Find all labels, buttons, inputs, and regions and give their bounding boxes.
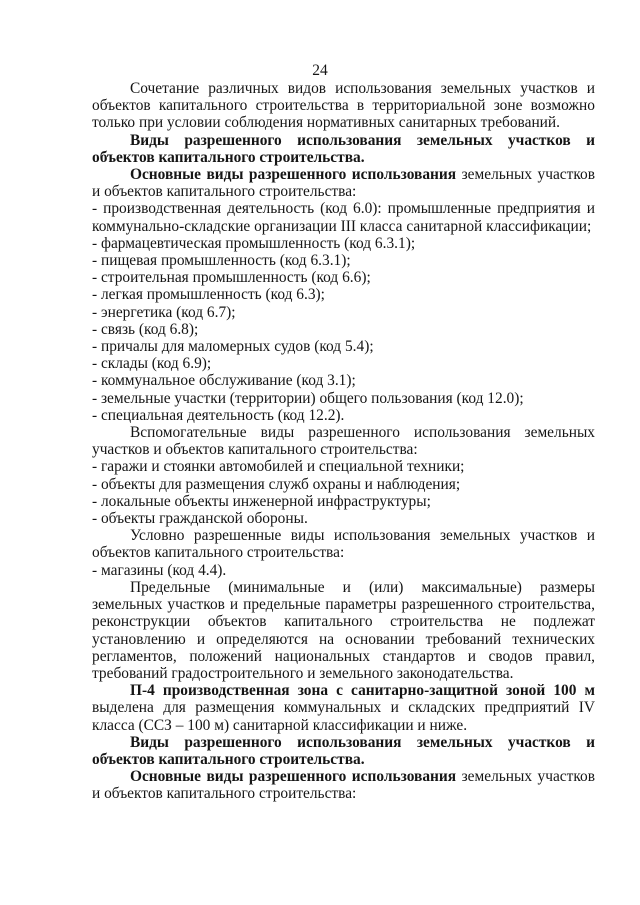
list-item: - связь (код 6.8); [92, 320, 199, 338]
list-item: - локальные объекты инженерной инфраструктуры; [92, 492, 431, 510]
list-item: - строительная промышленность (код 6.6); [92, 269, 371, 287]
list-item: - объекты гражданской обороны. [92, 510, 308, 528]
main-uses-intro-2 [92, 768, 595, 802]
zone-p4-title: П-4 производственная зона с санитарно-защитной зоной 100 м [130, 682, 595, 700]
list-item: - пищевая промышленность (код 6.3.1); [92, 252, 351, 270]
section-heading-text: Виды разрешенного использования земельных участков и объектов капитального строительства. [92, 131, 595, 166]
list-item: - склады (код 6.9); [92, 355, 212, 373]
page-number: 24 [312, 62, 328, 79]
intro-paragraph: Сочетание различных видов использования земельных участков и объектов капитального строительства в территориальной зоне возможно только при условии соблюдения нормативных санитарных требований. [92, 80, 595, 132]
section-heading [92, 132, 595, 166]
zone-p4-paragraph [92, 682, 595, 734]
main-uses-text-2: земельных участков и объектов капитального строительства: [92, 768, 595, 803]
list-item: - фармацевтическая промышленность (код 6.3.1); [92, 234, 416, 252]
main-uses-label-2: Основные виды разрешенного использования [130, 768, 457, 786]
list-item: - легкая промышленность (код 6.3); [92, 286, 325, 304]
conditional-uses-intro: Условно разрешенные виды использования земельных участков и объектов капитального строительства: [92, 527, 595, 562]
main-uses-label: Основные виды разрешенного использования [130, 166, 457, 184]
list-item: - причалы для маломерных судов (код 5.4); [92, 338, 374, 356]
main-uses-text: земельных участков и объектов капитального строительства: [92, 166, 595, 201]
list-item: - магазины (код 4.4). [92, 561, 227, 579]
list-item: - коммунальное обслуживание (код 3.1); [92, 372, 356, 390]
list-item: - энергетика (код 6.7); [92, 303, 236, 321]
section-heading-2 [92, 734, 595, 768]
auxiliary-uses-intro: Вспомогательные виды разрешенного использования земельных участков и объектов капитального строительства: [92, 424, 595, 459]
list-item: - производственная деятельность (код 6.0): промышленные предприятия и коммунально-складские организации III класса санитарной классификации; [92, 200, 595, 235]
list-item: - специальная деятельность (код 12.2). [92, 406, 345, 424]
main-uses-intro [92, 166, 595, 200]
document-body [92, 80, 595, 803]
zone-p4-text: выделена для размещения коммунальных и складских предприятий IV класса (ССЗ – 100 м) санитарной классификации и ниже. [92, 699, 595, 734]
limits-paragraph: Предельные (минимальные и (или) максимальные) размеры земельных участков и предельные параметры разрешенного строительства, реконструкции объектов капитального строительства не подлежат установлению и определяются на основании требований технических регламентов, положений национальных стандартов и сводов правил, требований градостроительного и земельного законодательства. [92, 578, 595, 682]
list-item: - земельные участки (территории) общего пользования (код 12.0); [92, 389, 524, 407]
list-item: - гаражи и стоянки автомобилей и специальной техники; [92, 458, 465, 476]
section-heading-2-text: Виды разрешенного использования земельных участков и объектов капитального строительства. [92, 733, 595, 768]
list-item: - объекты для размещения служб охраны и наблюдения; [92, 475, 461, 493]
